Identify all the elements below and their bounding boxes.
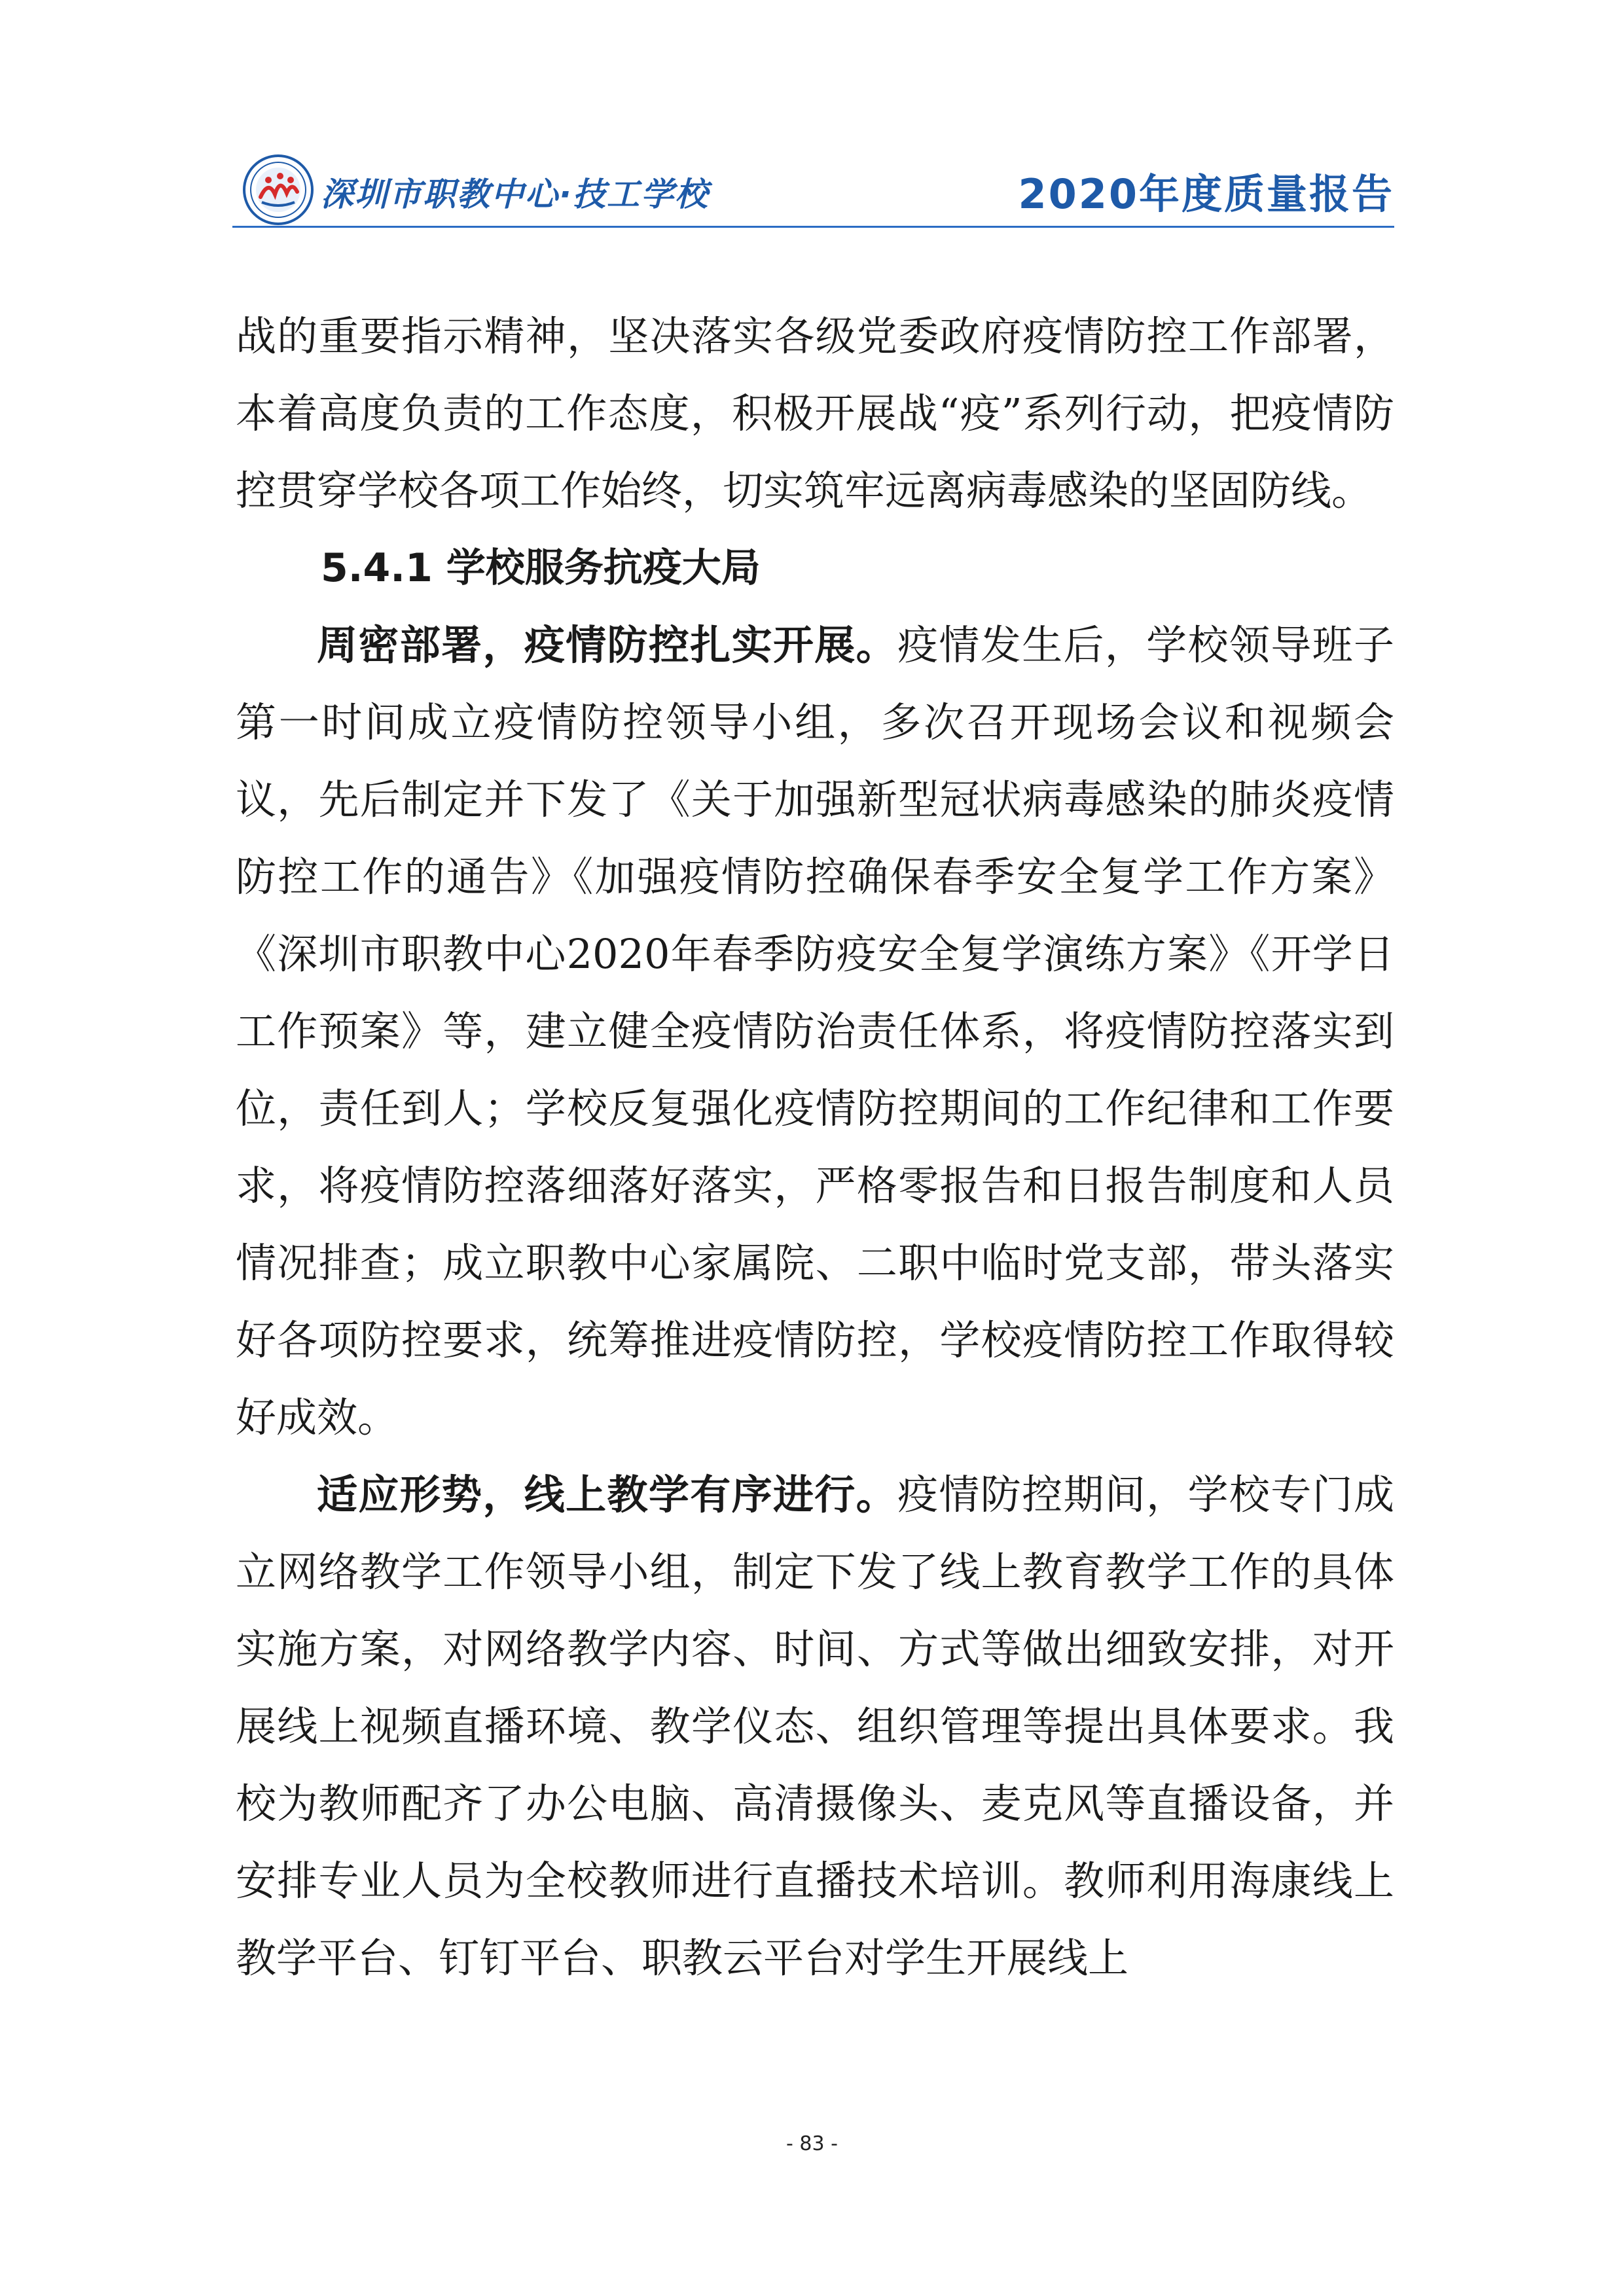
report-title: 2020年度质量报告	[1018, 170, 1394, 218]
page-header	[232, 147, 1394, 229]
section-heading: 5.4.1 学校服务抗疫大局	[321, 545, 761, 591]
paragraph-online-teaching-text: 疫情防控期间，学校专门成立网络教学工作领导小组，制定下发了线上教育教学工作的具体实施方案，对网络教学内容、时间、方式等做出细致安排，对开展线上视频直播环境、教学仪态、组织管理等提出具体要求。我校为教师配齐了办公电脑、高清摄像头、麦克风等直播设备，并安排专业人员为全校教师进行直播技术培训。教师利用海康线上教学平台、钉钉平台、职教云平台对学生开展线上	[236, 1471, 1394, 1982]
paragraph-online-teaching	[236, 1456, 1394, 1997]
paragraph-deployment-lead: 周密部署，疫情防控扎实开展。	[317, 621, 898, 669]
page-body	[236, 298, 1394, 1997]
paragraph-deployment-text: 疫情发生后，学校领导班子第一时间成立疫情防控领导小组，多次召开现场会议和视频会议，先后制定并下发了《关于加强新型冠状病毒感染的肺炎疫情防控工作的通告》《加强疫情防控确保春季安全复学工作方案》《深圳市职教中心2020年春季防疫安全复学演练方案》《开学日工作预案》等，建立健全疫情防治责任体系，将疫情防控落实到位，责任到人；学校反复强化疫情防控期间的工作纪律和工作要求，将疫情防控落细落好落实，严格零报告和日报告制度和人员情况排查；成立职教中心家属院、二职中临时党支部，带头落实好各项防控要求，统筹推进疫情防控，学校疫情防控工作取得较好成效。	[236, 621, 1394, 1441]
intro-paragraph: 战的重要指示精神，坚决落实各级党委政府疫情防控工作部署，本着高度负责的工作态度，积极开展战“疫”系列行动，把疫情防控贯穿学校各项工作始终，切实筑牢远离病毒感染的坚固防线。	[236, 312, 1394, 514]
paragraph-online-teaching-lead: 适应形势，线上教学有序进行。	[317, 1471, 898, 1518]
header-divider	[232, 226, 1394, 228]
paragraph-deployment	[236, 607, 1394, 1456]
school-name: 深圳市职教中心·技工学校	[321, 175, 709, 213]
page-number: - 83 -	[786, 2132, 838, 2155]
school-logo-icon	[242, 154, 314, 226]
